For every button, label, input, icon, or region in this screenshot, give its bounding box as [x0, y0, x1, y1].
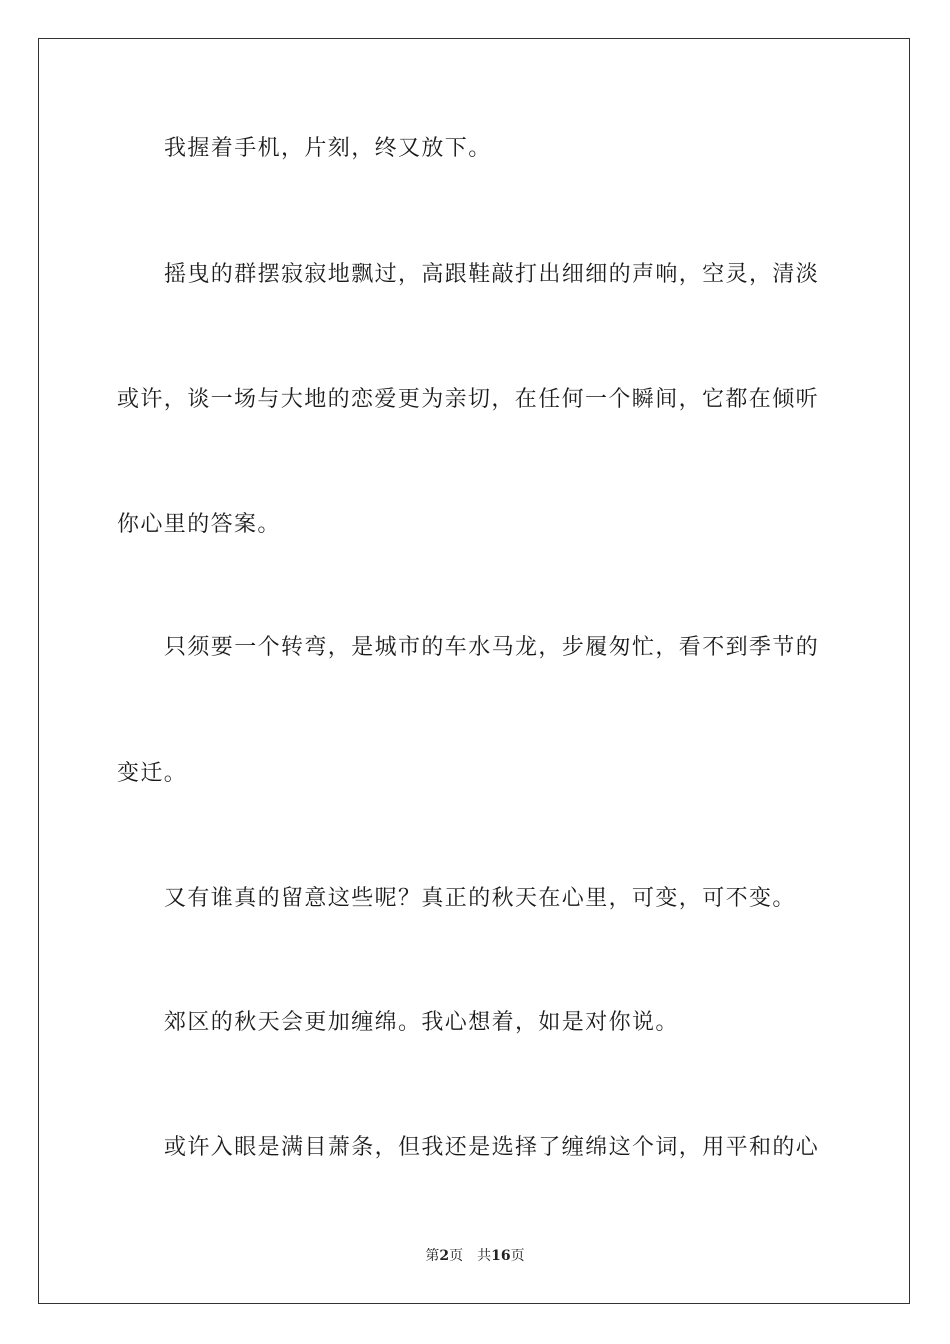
- text-line-5: 只须要一个转弯，是城市的车水马龙，步履匆忙，看不到季节的: [164, 635, 820, 660]
- text-line-8: 郊区的秋天会更加缠绵。我心想着，如是对你说。: [164, 1010, 679, 1035]
- text-line-9: 或许入眼是满目萧条，但我还是选择了缠绵这个词，用平和的心: [164, 1135, 820, 1160]
- page-suffix: 页: [449, 1248, 464, 1264]
- page-prefix: 第: [425, 1248, 440, 1264]
- total-suffix: 页: [510, 1248, 525, 1264]
- total-pages: 16: [491, 1248, 511, 1264]
- total-prefix: 共: [477, 1248, 492, 1264]
- text-line-7: 又有谁真的留意这些呢？真正的秋天在心里，可变，可不变。: [164, 886, 796, 911]
- page-number: 2: [439, 1248, 450, 1264]
- page-footer: [0, 1246, 950, 1266]
- text-line-1: 我握着手机，片刻，终又放下。: [164, 136, 492, 161]
- page-border: [38, 38, 910, 1304]
- text-line-3: 或许，谈一场与大地的恋爱更为亲切，在任何一个瞬间，它都在倾听: [117, 387, 820, 412]
- text-line-2: 摇曳的群摆寂寂地飘过，高跟鞋敲打出细细的声响，空灵，清淡: [164, 262, 820, 287]
- text-line-4: 你心里的答案。: [117, 512, 281, 537]
- text-line-6: 变迁。: [117, 761, 188, 786]
